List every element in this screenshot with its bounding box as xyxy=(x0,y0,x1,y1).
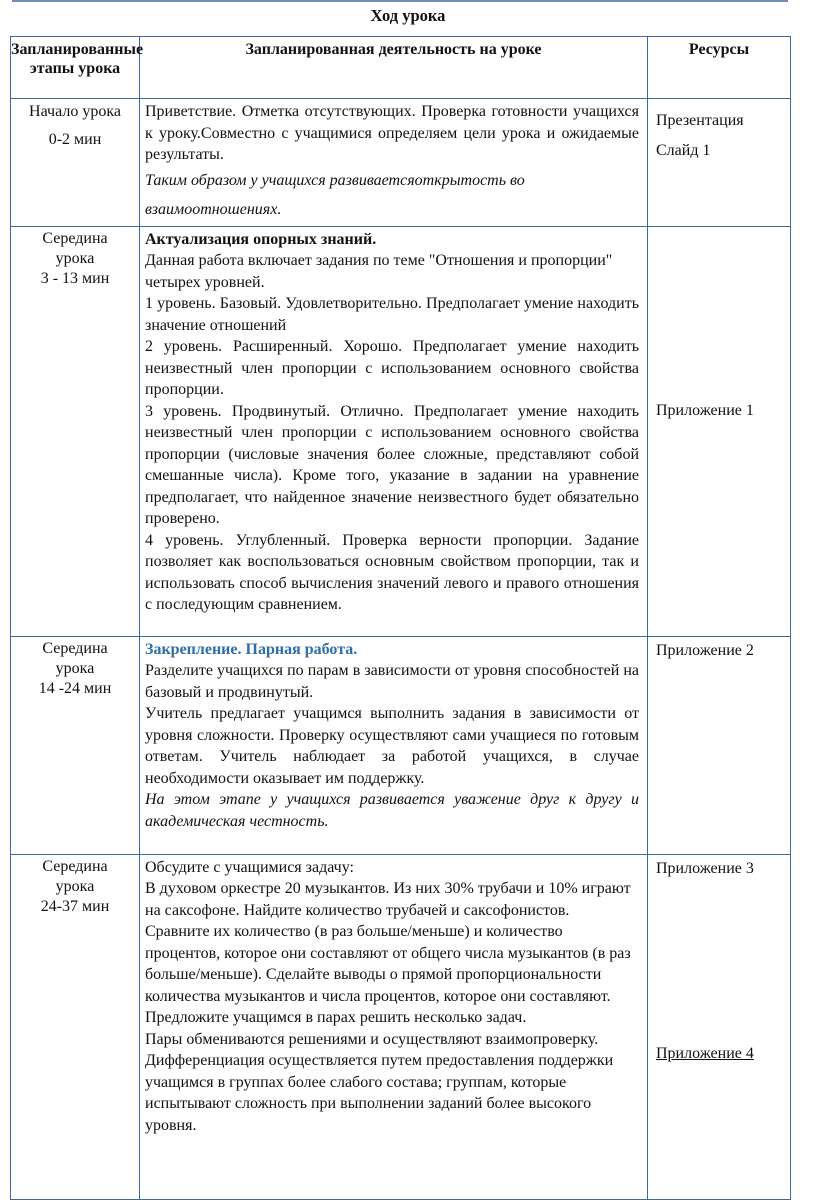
table-row xyxy=(11,854,791,1199)
activity-cell xyxy=(140,226,648,636)
page-title: Ход урока xyxy=(370,6,446,25)
activity-text: Пары обмениваются решениями и осуществляют взаимопроверку. xyxy=(145,1030,599,1048)
resource-presentation: Презентация xyxy=(656,112,744,129)
stage-name: Начало урока xyxy=(29,103,121,120)
header-resources: Ресурсы xyxy=(648,37,791,99)
activity-text: Учитель предлагает учащимся выполнить задания в зависимости от уровня сложности. Проверку осуществляют сами учащиеся по готовым ответам. Учитель наблюдает за работой учащихся, в случае необходимости оказывает им поддержку. xyxy=(145,705,639,787)
activity-heading: Актуализация опорных знаний. xyxy=(145,230,377,248)
stage-name: Середина урока xyxy=(42,639,108,677)
stage-cell xyxy=(11,99,140,227)
stage-time: 24-37 мин xyxy=(40,897,110,915)
resource-cell xyxy=(648,854,791,1199)
header-row xyxy=(11,37,791,99)
resource-cell xyxy=(648,226,791,636)
activity-cell xyxy=(140,636,648,854)
stage-cell xyxy=(11,226,140,636)
stage-time: 3 - 13 мин xyxy=(40,269,110,287)
activity-note: На этом этапе у учащихся развивается уважение друг к другу и академическая честность. xyxy=(145,791,639,830)
activity-text: Дифференциация осуществляется путем предоставления поддержки учащимся в группах более слабого состава; группам, которые испытывают сложность при выполнении заданий более высокого уровня. xyxy=(145,1052,614,1134)
activity-text: Приветствие. Отметка отсутствующих. Проверка готовности учащихся к уроку.Совместно с учащимися определяем цели урока и ожидаемые результаты. xyxy=(145,103,639,163)
activity-note: Таким образом у учащихся развиваетсяоткрытость во взаимоотношениях. xyxy=(145,171,525,218)
activity-text: В духовом оркестре 20 музыкантов. Из них 30% трубачи и 10% играют на саксофоне. Найдите количество трубачей и саксофонистов. xyxy=(145,880,631,919)
activity-text: 3 уровень. Продвинутый. Отлично. Предполагает умение находить неизвестный член пропорции с использованием основного свойства пропорции (числовые значения более сложные, представляют собой смешанные числа). Кроме того, указание в задании на уравнение предполагает, что найденное значение неизвестного будет обязательно проверено. xyxy=(145,402,639,527)
stage-time: 14 -24 мин xyxy=(38,679,112,697)
stage-time: 0-2 мин xyxy=(48,131,102,148)
activity-heading: Закрепление. Парная работа. xyxy=(145,640,358,658)
top-rule xyxy=(12,0,788,2)
activity-cell xyxy=(140,99,648,227)
lesson-plan-table xyxy=(10,36,791,1200)
resource-cell xyxy=(648,99,791,227)
activity-text: 2 уровень. Расширенный. Хорошо. Предполагает умение находить неизвестный член пропорции с использованием основного свойства пропорции. xyxy=(145,338,639,398)
activity-text: Предложите учащимся в парах решить несколько задач. xyxy=(145,1009,527,1026)
stage-cell xyxy=(11,854,140,1199)
activity-text: Разделите учащихся по парам в зависимости от уровня способностей на базовый и продвинутый. xyxy=(145,662,639,701)
resource-cell xyxy=(648,636,791,854)
activity-text: Сравните их количество (в раз больше/меньше) и количество процентов, которое они составляют от общего числа музыкантов (в раз больше/меньше). Сделайте выводы о прямой пропорциональности количества музыкантов и числа процентов, которое они составляют. xyxy=(145,923,631,1005)
resource-slide: Слайд 1 xyxy=(656,142,711,159)
table-row xyxy=(11,636,791,854)
resource-appendix: Приложение 3 xyxy=(656,859,754,877)
activity-text: Обсудите с учащимися задачу: xyxy=(145,858,354,876)
resource-appendix: Приложение 2 xyxy=(656,641,754,659)
header-activity: Запланированная деятельность на уроке xyxy=(140,37,648,99)
activity-text: 4 уровень. Углубленный. Проверка верности пропорции. Задание позволяет как воспользоваться основным свойством пропорции, так и использовать способ вычисления значений левого и правого отношения с последующим сравнением. xyxy=(145,531,639,613)
stage-cell xyxy=(11,636,140,854)
stage-name: Середина урока xyxy=(42,857,108,895)
resource-appendix-link[interactable]: Приложение 4 xyxy=(656,1044,754,1062)
table-row xyxy=(11,99,791,227)
activity-text: 1 уровень. Базовый. Удовлетворительно. Предполагает умение находить значение отношений xyxy=(145,295,639,334)
header-stages: Запланированные этапы урока xyxy=(11,37,140,99)
activity-cell xyxy=(140,854,648,1199)
table-row xyxy=(11,226,791,636)
stage-name: Середина урока xyxy=(42,229,108,267)
activity-text: Данная работа включает задания по теме "Отношения и пропорции" четырех уровней. xyxy=(145,252,613,291)
resource-appendix: Приложение 1 xyxy=(656,402,754,419)
